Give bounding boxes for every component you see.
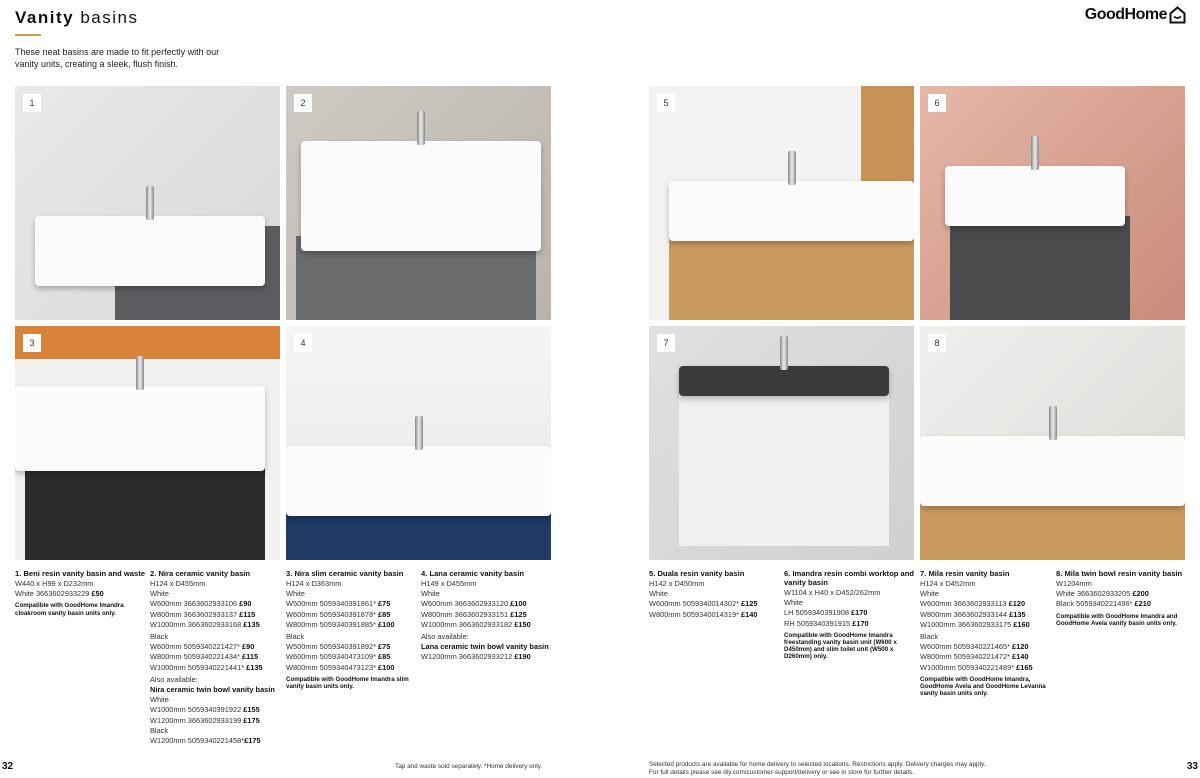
price: £75 (378, 642, 391, 652)
price: £120 (1008, 599, 1026, 609)
spec-line: White (784, 598, 803, 608)
spec-line: W1000mm 3663602933168 £135 (150, 619, 260, 629)
product-spec (286, 569, 419, 693)
spec-line: W1204mm (1056, 579, 1092, 588)
price: £170 (852, 618, 869, 628)
intro-text: These neat basins are made to fit perfectly with our vanity units, creating a sleek, flush finish. (15, 47, 220, 69)
basin (679, 366, 889, 396)
tap (780, 336, 788, 370)
spec-line: H142 x D450mm (649, 579, 705, 588)
price: £155 (243, 705, 260, 715)
footer-note-left: Tap and waste sold separately. *Home delivery only. (395, 763, 543, 770)
spec-line: White (649, 589, 668, 599)
product-title: 2. Nira ceramic vanity basin (150, 569, 251, 578)
price: £85 (378, 652, 391, 662)
price: £170 (851, 608, 868, 618)
spec-line: W1000mm 5059340221489* £165 (920, 662, 1033, 672)
spec-line: Also available: (421, 632, 469, 642)
tap (146, 186, 154, 220)
product-title: 7. Mila resin vanity basin (920, 569, 1010, 578)
spec-line: LH 5059340391908 £170 (784, 608, 868, 618)
compatibility-note: Compatible with GoodHome Imandra and GoodHome Avela vanity basin units only. (1056, 612, 1178, 627)
spec-line: W600mm 3663602933120 £100 (421, 599, 527, 609)
basin (286, 446, 551, 516)
spec-line: W1104 x H40 x D452/262mm (784, 588, 881, 597)
page-number-right: 33 (1186, 761, 1198, 772)
spec-line: W1000mm 5059340391922 £155 (150, 705, 260, 715)
basin (920, 436, 1185, 506)
spec-line: W800mm 5059340014319* £140 (649, 609, 758, 619)
spec-line: Black (920, 632, 939, 642)
product-spec (421, 569, 554, 663)
price: £50 (91, 589, 104, 599)
basin (945, 166, 1125, 226)
basin (301, 141, 541, 251)
spec-line: White (920, 589, 939, 599)
spec-line: Black (150, 632, 169, 642)
price: £135 (243, 619, 260, 629)
product-spec (150, 569, 283, 746)
spec-line: White (286, 589, 305, 599)
product-photo (15, 326, 280, 560)
product-title: 6. Imandra resin combi worktop and vanity basin (784, 569, 914, 587)
goodhome-logo: GoodHome (1085, 6, 1186, 24)
spec-line: W1200mm 5059340221458*£175 (150, 736, 261, 746)
spec-line: W600mm 5059340221465* £120 (920, 642, 1029, 652)
price: £75 (378, 599, 391, 609)
price: £100 (510, 599, 527, 609)
product-spec (15, 569, 148, 620)
price: £90 (242, 642, 255, 652)
spec-line: W1200mm 3663602933212 £190 (421, 652, 531, 662)
photo-number-badge: 7 (657, 334, 675, 352)
spec-line: W800mm 3663602933137 £115 (150, 609, 256, 619)
title-underline (15, 34, 41, 36)
tap (136, 356, 144, 390)
spec-line: H124 x D452mm (920, 579, 976, 588)
basin (15, 386, 265, 471)
price: £175 (243, 715, 260, 725)
photo-number-badge: 6 (928, 94, 946, 112)
product-spec (920, 569, 1053, 700)
spec-line: H124 x D363mm (286, 579, 342, 588)
product-title: 4. Lana ceramic vanity basin (421, 569, 524, 578)
photo-number-badge: 3 (23, 334, 41, 352)
spec-line: White (421, 589, 440, 599)
price: £115 (239, 609, 256, 619)
tap (1049, 406, 1057, 440)
spec-line: W500mm 5059340391892* £75 (286, 642, 391, 652)
spec-line: White (150, 695, 169, 705)
photo-number-badge: 5 (657, 94, 675, 112)
basin (35, 216, 265, 286)
spec-line: W600mm 5059340014302* £125 (649, 599, 758, 609)
product-photo (286, 326, 551, 560)
house-smile-icon (1169, 6, 1186, 24)
spec-line: H149 x D455mm (421, 579, 477, 588)
page-number-left: 32 (2, 761, 14, 772)
spec-line: RH 5059340391915 £170 (784, 618, 869, 628)
product-photo (649, 326, 914, 560)
page-title: Vanity basins (15, 8, 139, 27)
tap (1031, 136, 1039, 170)
product-title: 5. Duala resin vanity basin (649, 569, 745, 578)
spec-line: W1000mm 5059340221441* £135 (150, 662, 263, 672)
spec-line: Black 5059340221496* £210 (1056, 599, 1151, 609)
price: £135 (1009, 609, 1026, 619)
spec-line: W800mm 3663602933144 £135 (920, 609, 1026, 619)
spec-line: Also available: (150, 674, 198, 684)
product-photo (15, 86, 280, 320)
spec-line: W800mm 5059340391885* £100 (286, 619, 395, 629)
spec-line: W600mm 3663602933106 £90 (150, 599, 252, 609)
price: £140 (1012, 652, 1029, 662)
price: £125 (741, 599, 758, 609)
compatibility-note: Compatible with GoodHome Imandra, GoodHome Avela and GoodHome Levanna vanity basin units only. (920, 675, 1046, 698)
spec-line: White 3663602933229 £50 (15, 589, 104, 599)
product-title: 8. Mila twin bowl resin vanity basin (1056, 569, 1183, 578)
price: £190 (514, 652, 531, 662)
spec-line: W800mm 3663602933151 £125 (421, 609, 527, 619)
basin (669, 181, 914, 241)
compatibility-note: Compatible with GoodHome Imandra cloakroom vanity basin units only. (15, 602, 124, 617)
spec-line: W1000mm 3663602933175 £160 (920, 619, 1030, 629)
photo-number-badge: 4 (294, 334, 312, 352)
price: £120 (1012, 642, 1029, 652)
price: £210 (1134, 599, 1151, 609)
product-photo (649, 86, 914, 320)
price: £140 (741, 609, 758, 619)
price: £135 (246, 662, 263, 672)
product-spec (784, 569, 917, 664)
price: £165 (1016, 662, 1033, 672)
photo-number-badge: 2 (294, 94, 312, 112)
spec-line: W800mm 5059340473123* £100 (286, 662, 395, 672)
footer-note-right: Selected products are available for home delivery to selected locations. Restrictions apply. Delivery charges may apply. For full details please see diy.com/customer-support/delivery or see in store for further details. (649, 761, 986, 776)
photo-number-badge: 8 (928, 334, 946, 352)
spec-line: W600mm 5059340221427* £90 (150, 642, 255, 652)
tap (788, 151, 796, 185)
spec-line: Black (150, 725, 169, 735)
tap (417, 111, 425, 145)
photo-number-badge: 1 (23, 94, 41, 112)
price: £175 (244, 736, 261, 746)
spec-line: Black (286, 632, 305, 642)
spec-line: W1000mm 3663602933182 £150 (421, 619, 531, 629)
spec-line: W600mm 5059340391878* £85 (286, 609, 391, 619)
compatibility-note: Compatible with GoodHome Imandra slim vanity basin units only. (286, 675, 409, 691)
product-photo (286, 86, 551, 320)
vanity-unit (950, 216, 1130, 320)
spec-line: W600mm 5059340473109* £85 (286, 652, 391, 662)
product-title: 3. Nira slim ceramic vanity basin (286, 569, 404, 578)
product-photo (920, 326, 1185, 560)
spec-line: W800mm 5059340221472* £140 (920, 652, 1029, 662)
price: £100 (378, 619, 395, 629)
product-spec (1056, 569, 1189, 630)
price: £115 (242, 652, 259, 662)
vanity-unit (679, 386, 889, 546)
price: £200 (1132, 589, 1149, 599)
tap (415, 416, 423, 450)
price: £125 (510, 609, 527, 619)
spec-line: Lana ceramic twin bowl vanity basin (421, 642, 549, 652)
spec-line: H124 x D455mm (150, 579, 206, 588)
compatibility-note: Compatible with GoodHome Imandra freestanding vanity basin unit (W600 x D450mm) and slim toilet unit (W500 x D260mm) only. (784, 631, 897, 661)
spec-line: W800mm 5059340221434* £115 (150, 652, 259, 662)
spec-line: W500mm 5059340391861* £75 (286, 599, 391, 609)
price: £150 (514, 619, 531, 629)
spec-line: W600mm 3663602933113 £120 (920, 599, 1026, 609)
product-spec (649, 569, 782, 620)
price: £85 (378, 609, 391, 619)
spec-line: White 3663602933205 £200 (1056, 589, 1149, 599)
product-title: 1. Beni resin vanity basin and waste (15, 569, 145, 578)
product-photo (920, 86, 1185, 320)
price: £160 (1013, 619, 1030, 629)
price: £90 (239, 599, 252, 609)
spec-line: W1200mm 3663602933199 £175 (150, 715, 260, 725)
spec-line: Nira ceramic twin bowl vanity basin (150, 685, 275, 695)
spec-line: W440 x H99 x D232mm (15, 579, 94, 588)
spec-line: White (150, 589, 169, 599)
price: £100 (378, 662, 395, 672)
